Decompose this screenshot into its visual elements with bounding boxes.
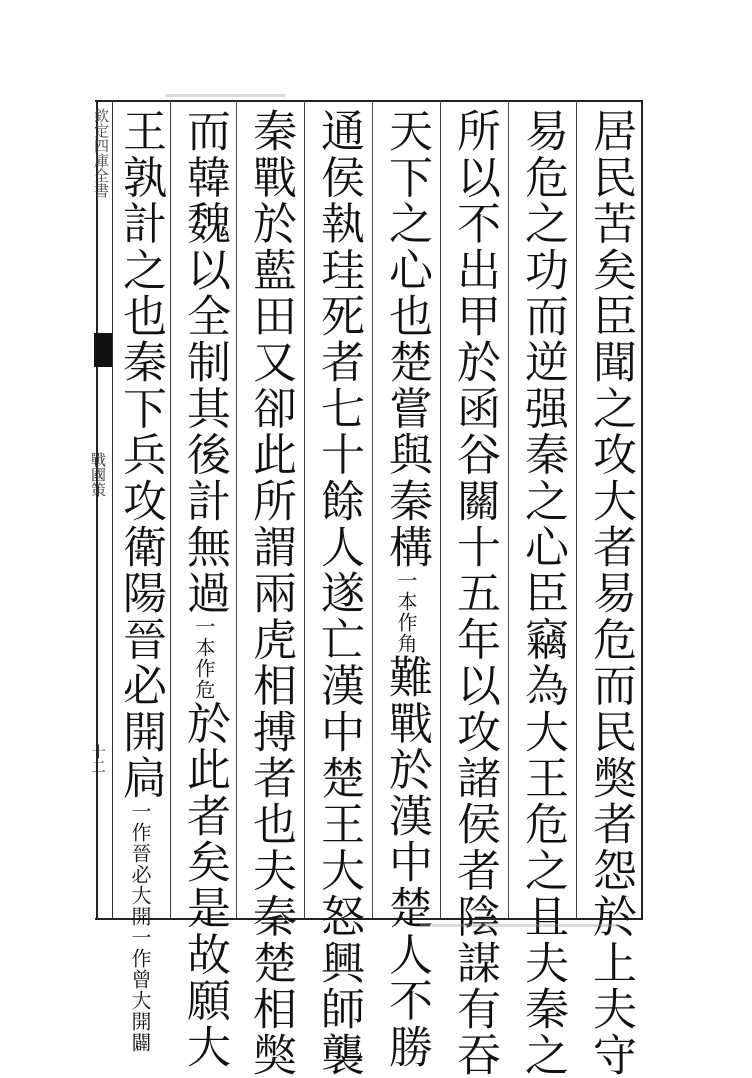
annotation-note: 一本作角 bbox=[394, 570, 418, 654]
text-column-2 bbox=[512, 108, 572, 1078]
scan-smudge bbox=[420, 924, 620, 927]
text-column-5 bbox=[308, 108, 368, 1078]
text-column-3 bbox=[444, 108, 504, 1078]
column-text: 而韓魏以全制其後計無過 bbox=[179, 108, 230, 617]
column-text: 天下之心也楚嘗與秦構 bbox=[381, 108, 432, 570]
column-text: 通侯執珪死者七十餘人遂亡漢中楚王大怒興師襲 bbox=[313, 108, 364, 1078]
text-column-1 bbox=[580, 108, 640, 1078]
column-rule bbox=[508, 100, 509, 918]
column-rule bbox=[236, 100, 237, 918]
column-text: 秦戰於藍田又卻此所謂兩虎相搏者也夫秦楚相獘 bbox=[245, 108, 296, 1078]
edge-title: 欽定四庫全書 bbox=[92, 108, 110, 198]
column-text: 王孰計之也秦下兵攻衛陽晉必開扃 bbox=[115, 108, 166, 801]
text-column-7 bbox=[174, 108, 234, 1070]
text-column-8 bbox=[110, 108, 170, 1053]
frame-right-border bbox=[641, 100, 643, 920]
annotation-note: 一本作危 bbox=[192, 616, 216, 701]
column-rule bbox=[372, 100, 373, 918]
page-number-label: 十二 bbox=[89, 744, 107, 774]
column-text: 於此者矣是故願大 bbox=[179, 700, 230, 1070]
frame-top-border bbox=[95, 100, 643, 102]
scan-smudge bbox=[165, 94, 285, 97]
annotation-note: 一作晉必大開一作曾大開闢 bbox=[128, 801, 152, 1053]
column-rule bbox=[304, 100, 305, 918]
column-text: 居民苦矣臣聞之攻大者易危而民獘者怨於上夫守 bbox=[585, 108, 636, 1078]
column-rule bbox=[170, 100, 171, 918]
text-column-6 bbox=[240, 108, 300, 1078]
column-rule bbox=[576, 100, 577, 918]
column-text: 所以不出甲於函谷關十五年以攻諸侯者陰謀有吞 bbox=[449, 108, 500, 1078]
text-column-4 bbox=[376, 108, 436, 1070]
column-text: 易危之功而逆强秦之心臣竊為大王危之且夫秦之 bbox=[517, 108, 568, 1078]
column-rule bbox=[440, 100, 441, 918]
book-title-label: 戰國策 bbox=[89, 452, 107, 497]
column-text: 難戰於漢中楚人不勝 bbox=[381, 654, 432, 1070]
